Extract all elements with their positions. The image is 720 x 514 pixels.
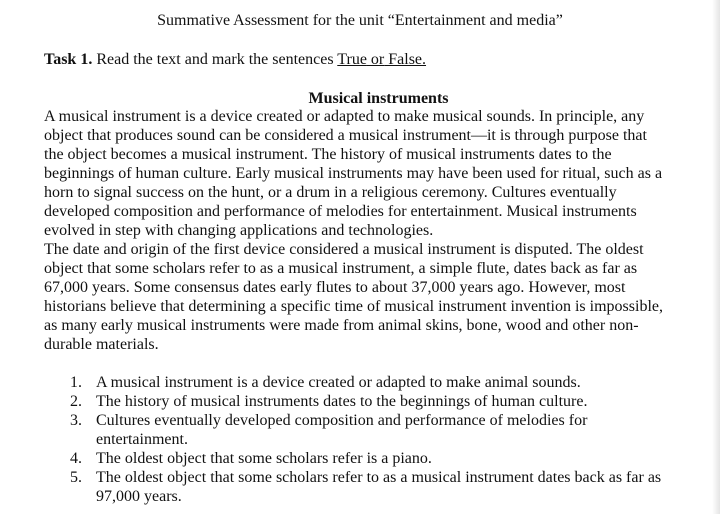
statement-item	[0, 468, 720, 506]
statement-line: The oldest object that some scholars refer to as a musical instrument dates back as far as	[96, 469, 662, 486]
article-line: durable materials.	[44, 336, 159, 353]
article-line: horn to signal success on the hunt, or a drum in a religious ceremony. Cultures eventually	[44, 184, 617, 201]
statement-line: 97,000 years.	[96, 488, 182, 505]
statement-number: 1.	[70, 374, 82, 391]
task-instruction	[44, 50, 426, 70]
statement-number: 5.	[70, 469, 82, 486]
statement-number: 2.	[70, 393, 82, 410]
task-label: Task 1.	[44, 51, 93, 68]
article-line: object that some scholars refer to as a musical instrument, a simple flute, dates back as far as	[44, 260, 638, 277]
article-line: developed composition and performance of melodies for entertainment. Musical instruments	[44, 203, 637, 220]
false-word: False.	[384, 51, 427, 68]
or-word: or	[366, 51, 385, 68]
statement-line: A musical instrument is a device created or adapted to make animal sounds.	[96, 374, 581, 391]
article-body	[44, 107, 714, 354]
statement-line: The history of musical instruments dates to the beginnings of human culture.	[96, 393, 588, 410]
statement-item	[0, 392, 720, 411]
article-line: beginnings of human culture. Early musical instruments may have been used for ritual, such as a	[44, 165, 663, 182]
article-line: as many early musical instruments were made from animal skins, bone, wood and other non-	[44, 317, 639, 334]
statement-line: Cultures eventually developed composition and performance of melodies for	[96, 412, 588, 429]
article-line: The date and origin of the first device considered a musical instrument is disputed. The oldest	[44, 241, 644, 258]
statement-number: 4.	[70, 450, 82, 467]
article-line: A musical instrument is a device created or adapted to make musical sounds. In principle, any	[44, 108, 645, 125]
article-line: evolved in step with changing applications and technologies.	[44, 222, 434, 239]
article-line: the object becomes a musical instrument. The history of musical instruments dates to the	[44, 146, 612, 163]
task-instruction-text: Read the text and mark the sentences	[92, 51, 338, 68]
article-line: object that produces sound can be considered a musical instrument—it is through purpose that	[44, 127, 647, 144]
statement-number: 3.	[70, 412, 82, 429]
article-line: 67,000 years. Some consensus dates early flutes to about 37,000 years ago. However, most	[44, 279, 626, 296]
statement-list	[0, 373, 720, 506]
statement-line: The oldest object that some scholars refer is a piano.	[96, 450, 432, 467]
statement-item	[0, 449, 720, 468]
article-line: historians believe that determining a specific time of musical instrument invention is impossible,	[44, 298, 663, 315]
true-word: True	[337, 51, 367, 68]
statement-line: entertainment.	[96, 431, 188, 448]
statement-item	[0, 373, 720, 392]
statement-item	[0, 411, 720, 449]
article-heading: Musical instruments	[308, 90, 449, 107]
page-edge-shadow	[712, 0, 720, 514]
document-title: Summative Assessment for the unit “Entertainment and media”	[157, 12, 563, 29]
